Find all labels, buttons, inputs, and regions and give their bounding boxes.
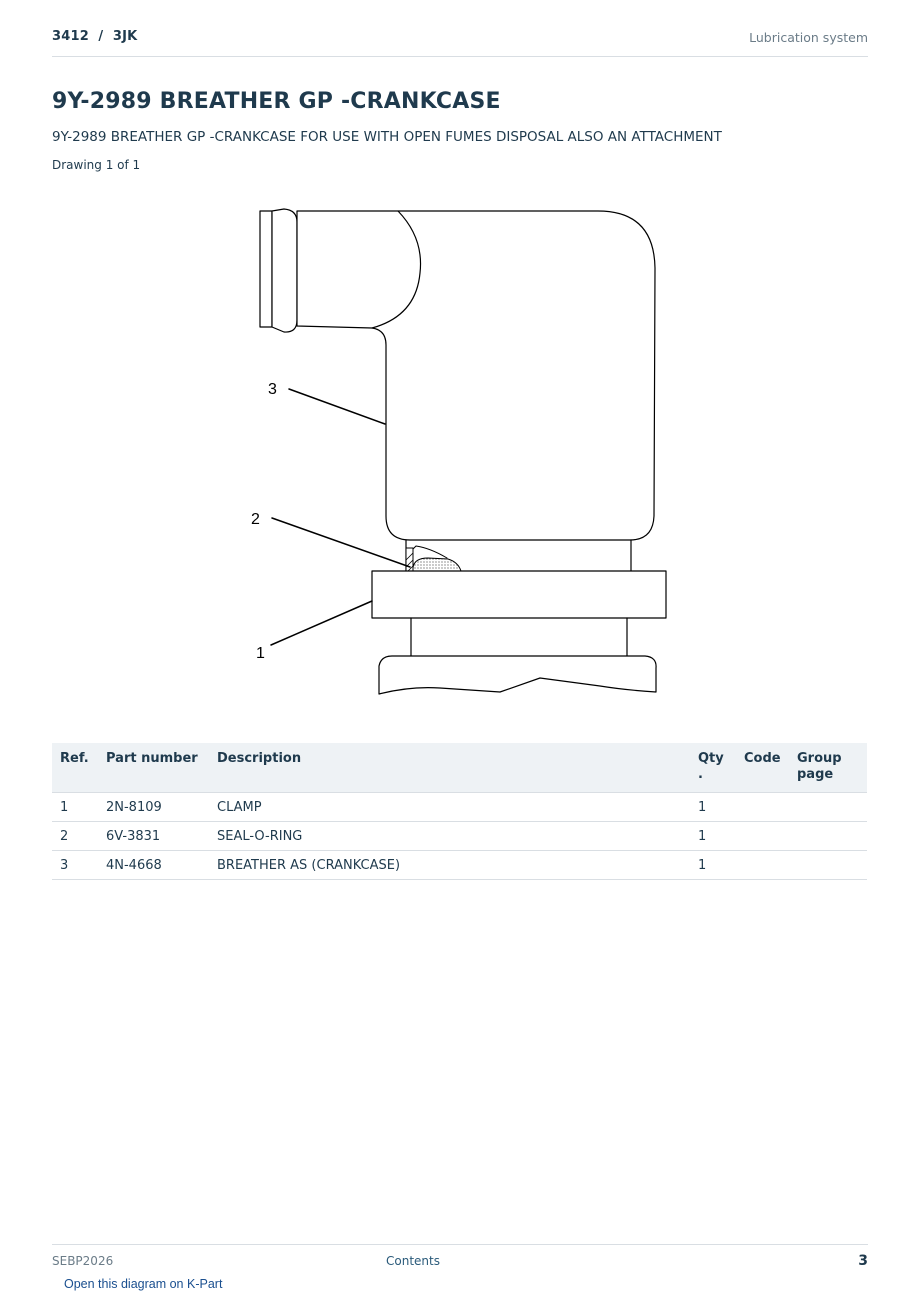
cell-code — [736, 793, 789, 822]
leader-3 — [289, 389, 385, 424]
col-ref: Ref. — [52, 743, 98, 793]
cell-ref: 3 — [52, 851, 98, 880]
col-code: Code — [736, 743, 789, 793]
page-number: 3 — [858, 1253, 868, 1269]
callout-2: 2 — [251, 511, 260, 528]
col-part-number: Part number — [98, 743, 209, 793]
open-in-kpart-link[interactable]: Open this diagram on K-Part — [64, 1277, 223, 1291]
table-row — [52, 851, 867, 880]
cell-part-number: 6V-3831 — [98, 822, 209, 851]
o-ring-seal — [413, 558, 461, 571]
outlet-bead — [272, 209, 297, 332]
page-footer — [52, 1244, 868, 1275]
section-name: Lubrication system — [749, 30, 868, 45]
leader-1 — [271, 601, 372, 645]
cell-group-page — [789, 793, 867, 822]
table-row — [52, 793, 867, 822]
col-group-page: Group page — [789, 743, 867, 793]
cell-description: BREATHER AS (CRANKCASE) — [209, 851, 690, 880]
breather-body — [297, 211, 655, 540]
tube-stub — [379, 656, 656, 694]
cell-group-page — [789, 851, 867, 880]
cell-qty: 1 — [690, 851, 736, 880]
clamp — [372, 571, 666, 618]
cell-part-number: 4N-4668 — [98, 851, 209, 880]
cell-description: CLAMP — [209, 793, 690, 822]
cell-group-page — [789, 822, 867, 851]
cell-ref: 2 — [52, 822, 98, 851]
contents-link[interactable]: Contents — [386, 1254, 440, 1268]
cell-code — [736, 851, 789, 880]
page-subtitle: 9Y-2989 BREATHER GP -CRANKCASE FOR USE WITH OPEN FUMES DISPOSAL ALSO AN ATTACHMENT — [52, 129, 722, 145]
breadcrumb: 3412 / 3JK — [52, 29, 138, 44]
document-id: SEBP2026 — [52, 1254, 114, 1268]
cell-ref: 1 — [52, 793, 98, 822]
col-description: Description — [209, 743, 690, 793]
table-header-row — [52, 743, 867, 793]
drawing-count: Drawing 1 of 1 — [52, 158, 141, 172]
callout-1: 1 — [256, 645, 265, 662]
parts-table — [52, 743, 867, 880]
cell-code — [736, 822, 789, 851]
col-qty: Qty . — [690, 743, 736, 793]
cell-qty: 1 — [690, 793, 736, 822]
callout-3: 3 — [268, 381, 277, 398]
cell-description: SEAL-O-RING — [209, 822, 690, 851]
cell-part-number: 2N-8109 — [98, 793, 209, 822]
table-row — [52, 822, 867, 851]
cell-qty: 1 — [690, 822, 736, 851]
page-title: 9Y-2989 BREATHER GP -CRANKCASE — [52, 89, 501, 114]
outlet-flange — [260, 211, 272, 327]
